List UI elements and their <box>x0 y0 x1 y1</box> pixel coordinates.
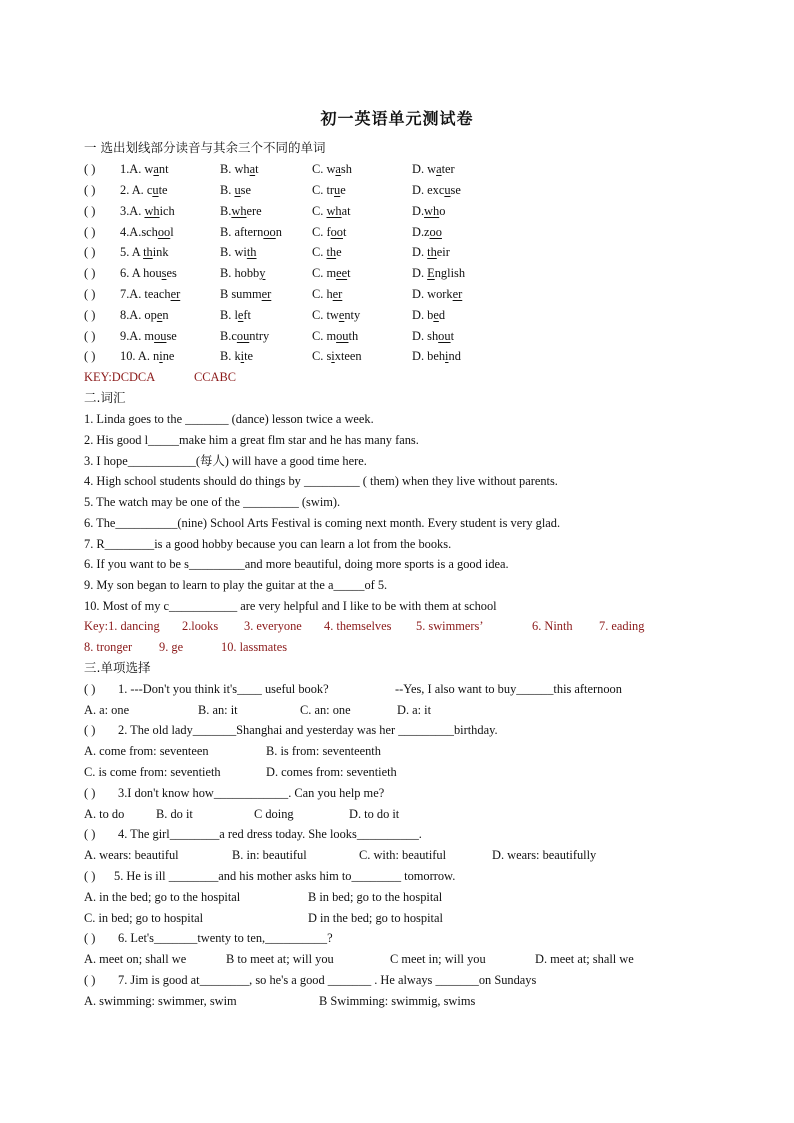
vocab-item: 10. Most of my c___________ are very helpful and I like to be with them at school <box>84 599 497 613</box>
underlined-part: i <box>445 349 449 363</box>
option-b <box>220 327 269 345</box>
word-part: C. h <box>312 287 333 301</box>
word-part: 6. A hou <box>120 266 162 280</box>
option-c <box>312 327 358 345</box>
underlined-part: oo <box>330 225 343 239</box>
option: B. do it <box>156 807 193 821</box>
question-text: 6. Let's_______twenty to ten,__________? <box>118 931 333 945</box>
option-b <box>220 223 282 241</box>
word-part: nty <box>344 308 361 322</box>
question-text-tail: --Yes, I also want to buy______this afternoon <box>395 682 622 696</box>
answer-paren: ( ) <box>84 682 96 696</box>
underlined-part: e <box>433 308 439 322</box>
underlined-part: ee <box>336 266 348 280</box>
option-d <box>412 264 465 282</box>
vocab-item: 6. The__________(nine) School Arts Festival is coming next month. Every student is very glad. <box>84 516 561 530</box>
word-part: t <box>342 225 347 239</box>
option: D. meet at; shall we <box>535 952 634 966</box>
word-part: D. b <box>412 308 434 322</box>
question-text: 5. He is ill ________and his mother asks him to________ tomorrow. <box>114 869 456 883</box>
option-c <box>312 181 346 199</box>
word-part: te <box>244 349 254 363</box>
option: B. an: it <box>198 703 238 717</box>
underlined-part: oo <box>263 225 276 239</box>
section2-heading: 二.词汇 <box>84 390 126 405</box>
option: A. a: one <box>84 703 130 717</box>
option-a <box>120 223 174 241</box>
answer-paren: ( ) <box>84 827 96 841</box>
page-title: 初一英语单元测试卷 <box>320 109 474 128</box>
word-part: 7.A. teach <box>120 287 171 301</box>
underlined-part: th <box>427 245 437 259</box>
word-part: C. <box>312 204 327 218</box>
section1-heading: 一 选出划线部分读音与其余三个不同的单词 <box>84 140 326 155</box>
answer-paren: ( ) <box>84 162 96 176</box>
option: B in bed; go to the hospital <box>308 890 443 904</box>
underlined-part: u <box>444 183 451 197</box>
word-part: se <box>450 183 461 197</box>
answer-paren: ( ) <box>84 869 96 883</box>
word-part: C. tw <box>312 308 339 322</box>
vocab-item: 1. Linda goes to the _______ (dance) lesson twice a week. <box>84 412 374 426</box>
option-c <box>312 306 360 324</box>
word-part: C. f <box>312 225 331 239</box>
option: B. in: beautiful <box>232 848 307 862</box>
word-part: D. sh <box>412 329 439 343</box>
option-c <box>312 202 351 220</box>
word-part: ich <box>159 204 175 218</box>
word-part: at <box>341 204 351 218</box>
vocab-item: 4. High school students should do things by _________ ( them) when they live without parents. <box>84 474 558 488</box>
word-part: th <box>348 329 359 343</box>
word-part: C. m <box>312 266 337 280</box>
key-part-a: KEY:DCDCA <box>84 370 156 384</box>
option-c <box>312 264 351 282</box>
word-part: l <box>170 225 174 239</box>
word-part: D. w <box>412 162 437 176</box>
question-text: 3.I don't know how____________. Can you help me? <box>118 786 385 800</box>
underlined-part: e <box>156 308 163 322</box>
option-c <box>312 243 342 261</box>
option: C meet in; will you <box>390 952 486 966</box>
word-part: se <box>166 329 177 343</box>
word-part: ter <box>441 162 455 176</box>
word-part: nt <box>158 162 169 176</box>
option: C. in bed; go to hospital <box>84 911 204 925</box>
option-b <box>220 347 253 365</box>
answer-paren: ( ) <box>84 973 96 987</box>
underlined-part: i <box>159 349 163 363</box>
key-item: Key:1. dancing <box>84 619 160 633</box>
key-item: 5. swimmers’ <box>416 619 484 633</box>
underlined-part: a <box>335 162 341 176</box>
underlined-part: y <box>259 266 266 280</box>
word-part: B. l <box>220 308 238 322</box>
key-item: 7. eading <box>599 619 645 633</box>
question-text: 1. ---Don't you think it's____ useful book? <box>118 682 329 696</box>
vocab-item: 9. My son began to learn to play the guitar at the a_____of 5. <box>84 578 388 592</box>
word-part: B. <box>220 183 235 197</box>
question-text: 4. The girl________a red dress today. She looks__________. <box>118 827 422 841</box>
word-part: e <box>340 183 346 197</box>
word-part: B. aftern <box>220 225 264 239</box>
option-d <box>412 181 461 199</box>
word-part: B. wh <box>220 162 250 176</box>
word-part: se <box>240 183 251 197</box>
option: B Swimming: swimmig, swims <box>319 994 476 1008</box>
underlined-part: E <box>427 266 435 280</box>
underlined-part: u <box>152 183 159 197</box>
option-d <box>412 202 445 220</box>
word-part: B. hobb <box>220 266 260 280</box>
underlined-part: wh <box>231 204 247 218</box>
option: D in the bed; go to hospital <box>308 911 443 925</box>
underlined-part: a <box>249 162 256 176</box>
option: A. meet on; shall we <box>84 952 187 966</box>
option-d <box>412 306 445 324</box>
word-part: te <box>158 183 168 197</box>
answer-paren: ( ) <box>84 931 96 945</box>
option: D. a: it <box>397 703 432 717</box>
option-a <box>120 264 177 282</box>
key-item: 2.looks <box>182 619 219 633</box>
word-part: ft <box>243 308 251 322</box>
option-d <box>412 347 461 365</box>
underlined-part: e <box>237 308 244 322</box>
word-part: ntry <box>249 329 270 343</box>
word-part: nd <box>448 349 461 363</box>
option-a <box>120 306 169 324</box>
key-item: 10. lassmates <box>221 640 288 654</box>
word-part: t <box>347 266 351 280</box>
word-part: nglish <box>434 266 466 280</box>
answer-paren: ( ) <box>84 266 96 280</box>
option: C. with: beautiful <box>359 848 447 862</box>
word-part: 2. A. c <box>120 183 153 197</box>
option: D. comes from: seventieth <box>266 765 397 779</box>
word-part: 4.A.sch <box>120 225 158 239</box>
word-part: B. k <box>220 349 241 363</box>
word-part: e <box>336 245 342 259</box>
word-part: D. exc <box>412 183 445 197</box>
option-d <box>412 223 442 241</box>
word-part: 8.A. op <box>120 308 157 322</box>
word-part: 10. A. n <box>120 349 160 363</box>
option-d <box>412 327 454 345</box>
word-part: sh <box>340 162 352 176</box>
option-b <box>220 202 262 220</box>
key-item: 8. tronger <box>84 640 133 654</box>
vocab-item: 5. The watch may be one of the _________ (swim). <box>84 495 341 509</box>
option: C. an: one <box>300 703 351 717</box>
underlined-part: th <box>326 245 337 259</box>
answer-paren: ( ) <box>84 349 96 363</box>
option-a <box>120 243 169 261</box>
option: A. come from: seventeen <box>84 744 209 758</box>
word-part: ne <box>162 349 175 363</box>
underlined-part: a <box>153 162 159 176</box>
option-d <box>412 243 450 261</box>
word-part: B. wi <box>220 245 247 259</box>
vocab-item: 6. If you want to be s_________and more beautiful, doing more sports is a good idea. <box>84 557 509 571</box>
word-part: 5. A <box>120 245 144 259</box>
key-item: 4. themselves <box>324 619 392 633</box>
answer-paren: ( ) <box>84 183 96 197</box>
word-part: 9.A. m <box>120 329 155 343</box>
word-part: eir <box>436 245 450 259</box>
option-a <box>120 160 169 178</box>
option: A. wears: beautiful <box>84 848 179 862</box>
key-part-b: CCABC <box>194 370 237 384</box>
key-item: 9. ge <box>159 640 184 654</box>
option: B. is from: seventeenth <box>266 744 381 758</box>
word-part: C. <box>312 245 327 259</box>
answer-paren: ( ) <box>84 204 96 218</box>
option: A. swimming: swimmer, swim <box>84 994 237 1008</box>
word-part: o <box>439 204 446 218</box>
key-item: 3. everyone <box>244 619 302 633</box>
word-part: ink <box>152 245 169 259</box>
option-c <box>312 285 342 303</box>
underlined-part: ou <box>438 329 451 343</box>
word-part: D. work <box>412 287 453 301</box>
word-part: n <box>162 308 169 322</box>
underlined-part: wh <box>144 204 160 218</box>
word-part: ere <box>246 204 262 218</box>
underlined-part: ou <box>154 329 167 343</box>
option-c <box>312 160 352 178</box>
underlined-part: e <box>338 308 345 322</box>
word-part: D. <box>412 266 428 280</box>
option-b <box>220 285 271 303</box>
option-d <box>412 160 455 178</box>
underlined-part: er <box>452 287 463 301</box>
answer-paren: ( ) <box>84 245 96 259</box>
underlined-part: u <box>334 183 341 197</box>
underlined-part: th <box>246 245 257 259</box>
option: B to meet at; will you <box>226 952 334 966</box>
answer-paren: ( ) <box>84 225 96 239</box>
option-c <box>312 347 362 365</box>
underlined-part: er <box>332 287 343 301</box>
option-a <box>120 202 175 220</box>
underlined-part: s <box>161 266 167 280</box>
option-b <box>220 264 265 282</box>
option: D. wears: beautifully <box>492 848 597 862</box>
word-part: D.z <box>412 225 430 239</box>
answer-paren: ( ) <box>84 723 96 737</box>
word-part: es <box>166 266 177 280</box>
word-part: n <box>275 225 282 239</box>
answer-paren: ( ) <box>84 329 96 343</box>
word-part: B. <box>220 204 232 218</box>
vocab-item: 2. His good l_____make him a great flm star and he has many fans. <box>84 433 419 447</box>
option-a <box>120 285 180 303</box>
word-part: C. m <box>312 329 337 343</box>
option-a <box>120 327 177 345</box>
answer-paren: ( ) <box>84 287 96 301</box>
underlined-part: wh <box>326 204 342 218</box>
option: D. to do it <box>349 807 400 821</box>
option-a <box>120 181 168 199</box>
word-part: xteen <box>334 349 362 363</box>
answer-paren: ( ) <box>84 786 96 800</box>
question-text: 2. The old lady_______Shanghai and yesterday was her _________birthday. <box>118 723 498 737</box>
underlined-part: i <box>331 349 335 363</box>
word-part: B.c <box>220 329 237 343</box>
option-b <box>220 243 257 261</box>
underlined-part: th <box>143 245 153 259</box>
option: A. in the bed; go to the hospital <box>84 890 241 904</box>
underlined-part: u <box>234 183 241 197</box>
option-b <box>220 306 251 324</box>
answer-paren: ( ) <box>84 308 96 322</box>
underlined-part: oo <box>429 225 442 239</box>
option-b <box>220 160 259 178</box>
option-b <box>220 181 251 199</box>
option-c <box>312 223 346 241</box>
underlined-part: ou <box>336 329 349 343</box>
option: A. to do <box>84 807 125 821</box>
vocab-item: 3. I hope___________(每人) will have a good time here. <box>84 454 367 468</box>
underlined-part: i <box>240 349 245 363</box>
underlined-part: er <box>261 287 272 301</box>
option: C doing <box>254 807 294 821</box>
vocab-item: 7. R________is a good hobby because you can learn a lot from the books. <box>84 537 452 551</box>
key-item: 6. Ninth <box>532 619 573 633</box>
word-part: D. <box>412 204 425 218</box>
word-part: 3.A. <box>120 204 145 218</box>
word-part: C. s <box>312 349 332 363</box>
word-part: C. w <box>312 162 336 176</box>
option: C. is come from: seventieth <box>84 765 221 779</box>
option-d <box>412 285 462 303</box>
underlined-part: er <box>170 287 181 301</box>
word-part: t <box>255 162 259 176</box>
word-part: d <box>438 308 446 322</box>
option-a <box>120 347 174 365</box>
word-part: 1.A. w <box>120 162 154 176</box>
underlined-part: a <box>436 162 442 176</box>
underlined-part: oo <box>157 225 171 239</box>
question-text: 7. Jim is good at________, so he's a good _______ . He always _______on Sundays <box>118 973 537 987</box>
underlined-part: wh <box>424 204 440 218</box>
word-part: C. tr <box>312 183 335 197</box>
word-part: t <box>450 329 455 343</box>
section3-heading: 三.单项选择 <box>84 660 151 675</box>
word-part: B summ <box>220 287 262 301</box>
underlined-part: ou <box>236 329 250 343</box>
word-part: D. beh <box>412 349 446 363</box>
word-part: D. <box>412 245 428 259</box>
